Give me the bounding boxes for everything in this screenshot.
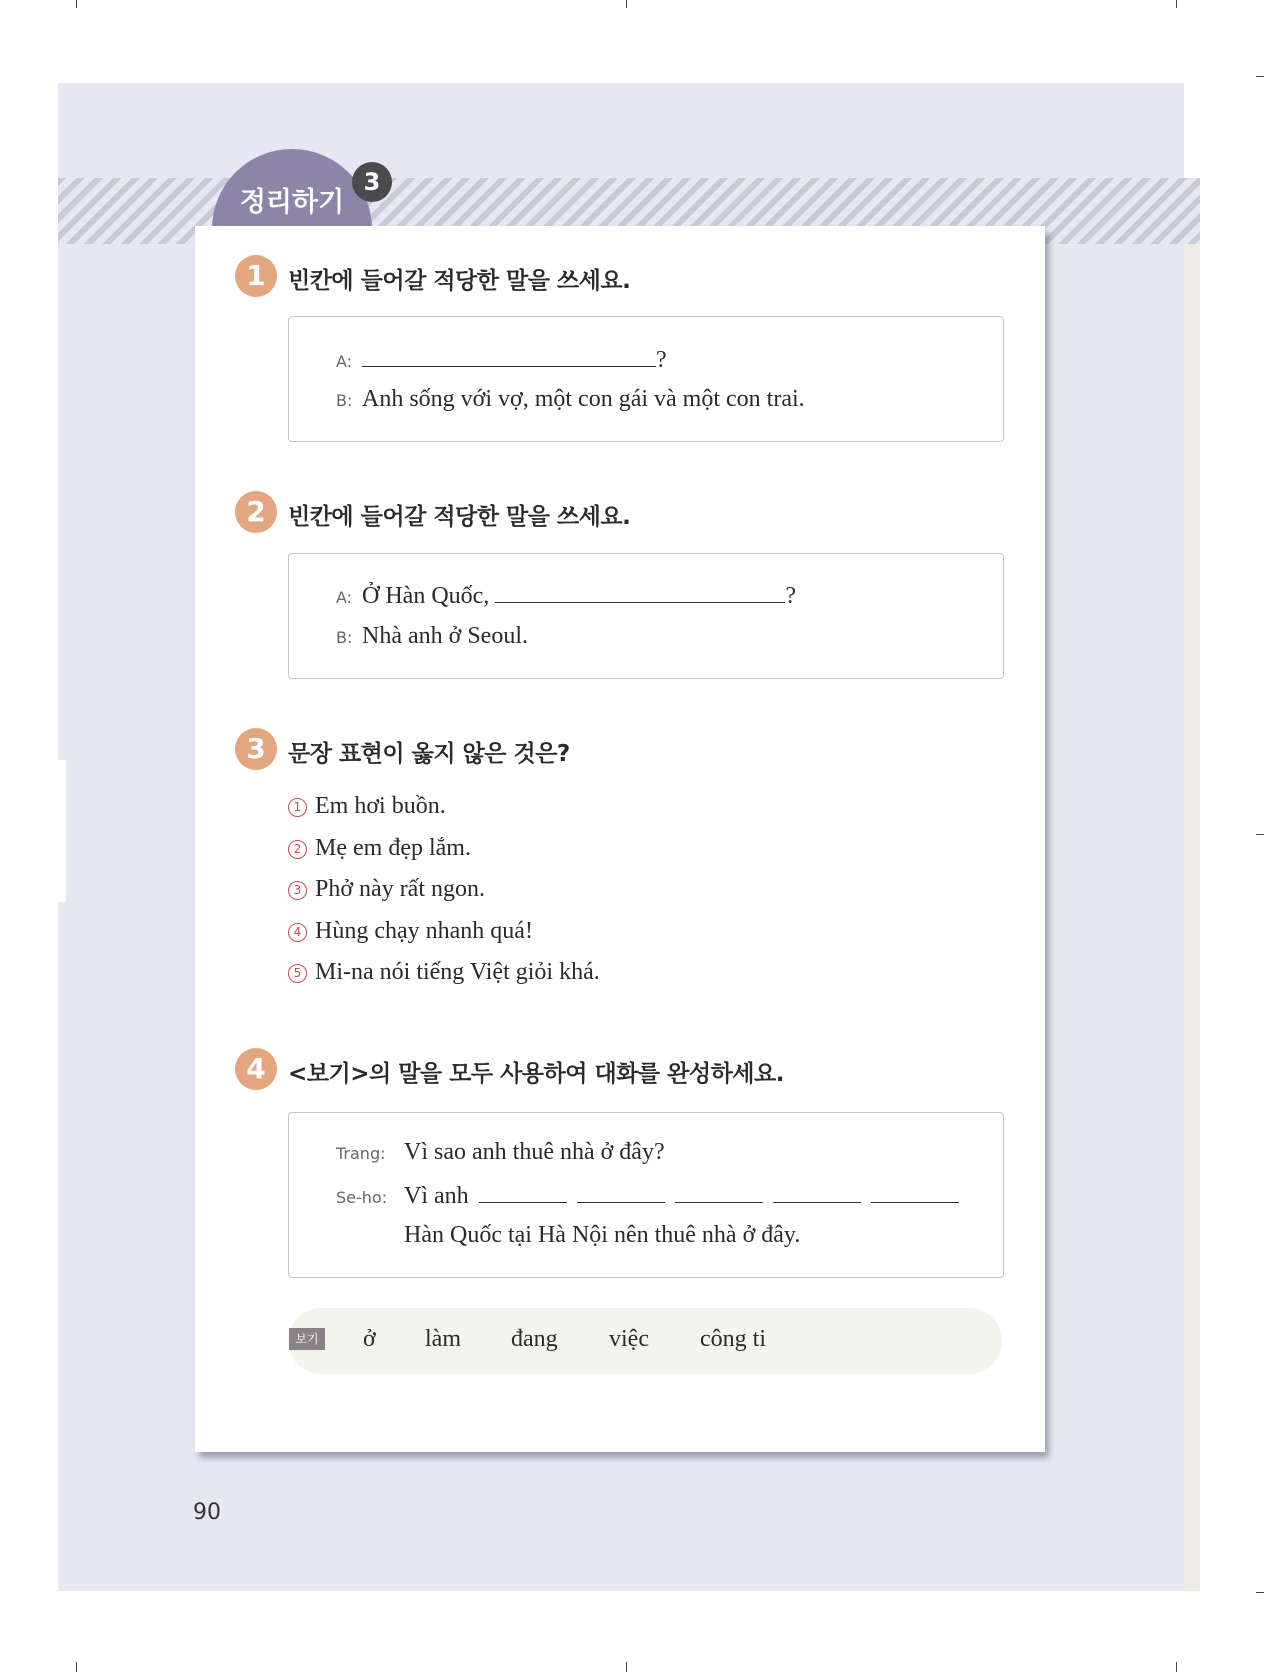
dialogue-end: ? (785, 583, 796, 609)
page-number: 90 (193, 1500, 221, 1525)
dialogue-text: Anh sống với vợ, một con gái và một con trai. (362, 386, 805, 412)
dialogue-text: Nhà anh ở Seoul. (362, 623, 528, 649)
dialogue-line-1 (336, 1139, 665, 1166)
answer-option[interactable] (288, 959, 600, 986)
option-marker: 2 (288, 840, 307, 859)
answer-blank[interactable] (773, 1180, 861, 1203)
crop-mark (76, 0, 77, 8)
speaker-label: A: (336, 588, 353, 607)
option-text: Mi-na nói tiếng Việt giỏi khá. (315, 959, 600, 985)
dialogue-line-2 (336, 1180, 959, 1210)
answer-blank[interactable] (871, 1180, 959, 1203)
dialogue-text: Vì sao anh thuê nhà ở đây? (404, 1139, 665, 1165)
answer-option[interactable] (288, 918, 533, 945)
dialogue-end: ? (656, 347, 667, 373)
option-text: Mẹ em đẹp lắm. (315, 835, 471, 861)
question-title: 문장 표현이 옳지 않은 것은? (288, 741, 570, 767)
crop-mark (1256, 1592, 1264, 1593)
answer-blank[interactable] (577, 1180, 665, 1203)
dialogue-line-b (336, 623, 528, 650)
section-title: 정리하기 (239, 187, 345, 218)
question-number-badge: 1 (235, 255, 277, 297)
section-number-badge: 3 (352, 162, 392, 202)
option-marker: 3 (288, 881, 307, 900)
dialogue-line-b (336, 386, 805, 413)
word-bank-item: ở (363, 1326, 376, 1352)
answer-blank[interactable] (495, 580, 785, 603)
option-text: Phở này rất ngon. (315, 876, 486, 902)
answer-option[interactable] (288, 835, 471, 862)
option-text: Hùng chạy nhanh quá! (315, 918, 533, 944)
crop-mark (1256, 834, 1264, 835)
page-notch (58, 760, 66, 902)
dialogue-text: Ở Hàn Quốc, (362, 583, 490, 609)
word-bank-item: đang (511, 1326, 558, 1352)
question-number-badge: 4 (235, 1048, 277, 1090)
crop-mark (626, 0, 627, 8)
crop-mark (1256, 76, 1264, 77)
word-bank-item: công ti (700, 1326, 766, 1352)
dialogue-text: Vì anh (404, 1183, 469, 1209)
word-bank-label: 보기 (289, 1328, 325, 1350)
answer-option[interactable] (288, 793, 446, 820)
crop-mark (1176, 1662, 1177, 1672)
speaker-label: Se-ho: (336, 1188, 388, 1207)
question-title: <보기>의 말을 모두 사용하여 대화를 완성하세요. (288, 1061, 784, 1087)
option-marker: 4 (288, 923, 307, 942)
question-title: 빈칸에 들어갈 적당한 말을 쓰세요. (288, 268, 631, 294)
crop-mark (626, 1662, 627, 1672)
dialogue-line-3: Hàn Quốc tại Hà Nội nên thuê nhà ở đây. (404, 1222, 801, 1248)
dialogue-box (288, 316, 1004, 442)
answer-option[interactable] (288, 876, 485, 903)
crop-mark (1176, 0, 1177, 8)
dialogue-line-a (336, 344, 667, 374)
speaker-label: B: (336, 391, 353, 410)
option-marker: 5 (288, 964, 307, 983)
answer-blank[interactable] (675, 1180, 763, 1203)
option-text: Em hơi buồn. (315, 793, 446, 819)
speaker-label: Trang: (336, 1144, 386, 1163)
answer-blank[interactable] (479, 1180, 567, 1203)
word-bank-item: làm (425, 1326, 461, 1352)
question-number-badge: 3 (235, 728, 277, 770)
speaker-label: B: (336, 628, 353, 647)
speaker-label: A: (336, 352, 353, 371)
answer-blank[interactable] (362, 344, 656, 367)
question-title: 빈칸에 들어갈 적당한 말을 쓰세요. (288, 504, 631, 530)
word-bank-item: việc (609, 1326, 649, 1352)
crop-mark (76, 1662, 77, 1672)
question-number-badge: 2 (235, 491, 277, 533)
dialogue-line-a (336, 580, 796, 610)
page-edge-strip (1184, 223, 1200, 1591)
dialogue-box (288, 553, 1004, 679)
option-marker: 1 (288, 798, 307, 817)
